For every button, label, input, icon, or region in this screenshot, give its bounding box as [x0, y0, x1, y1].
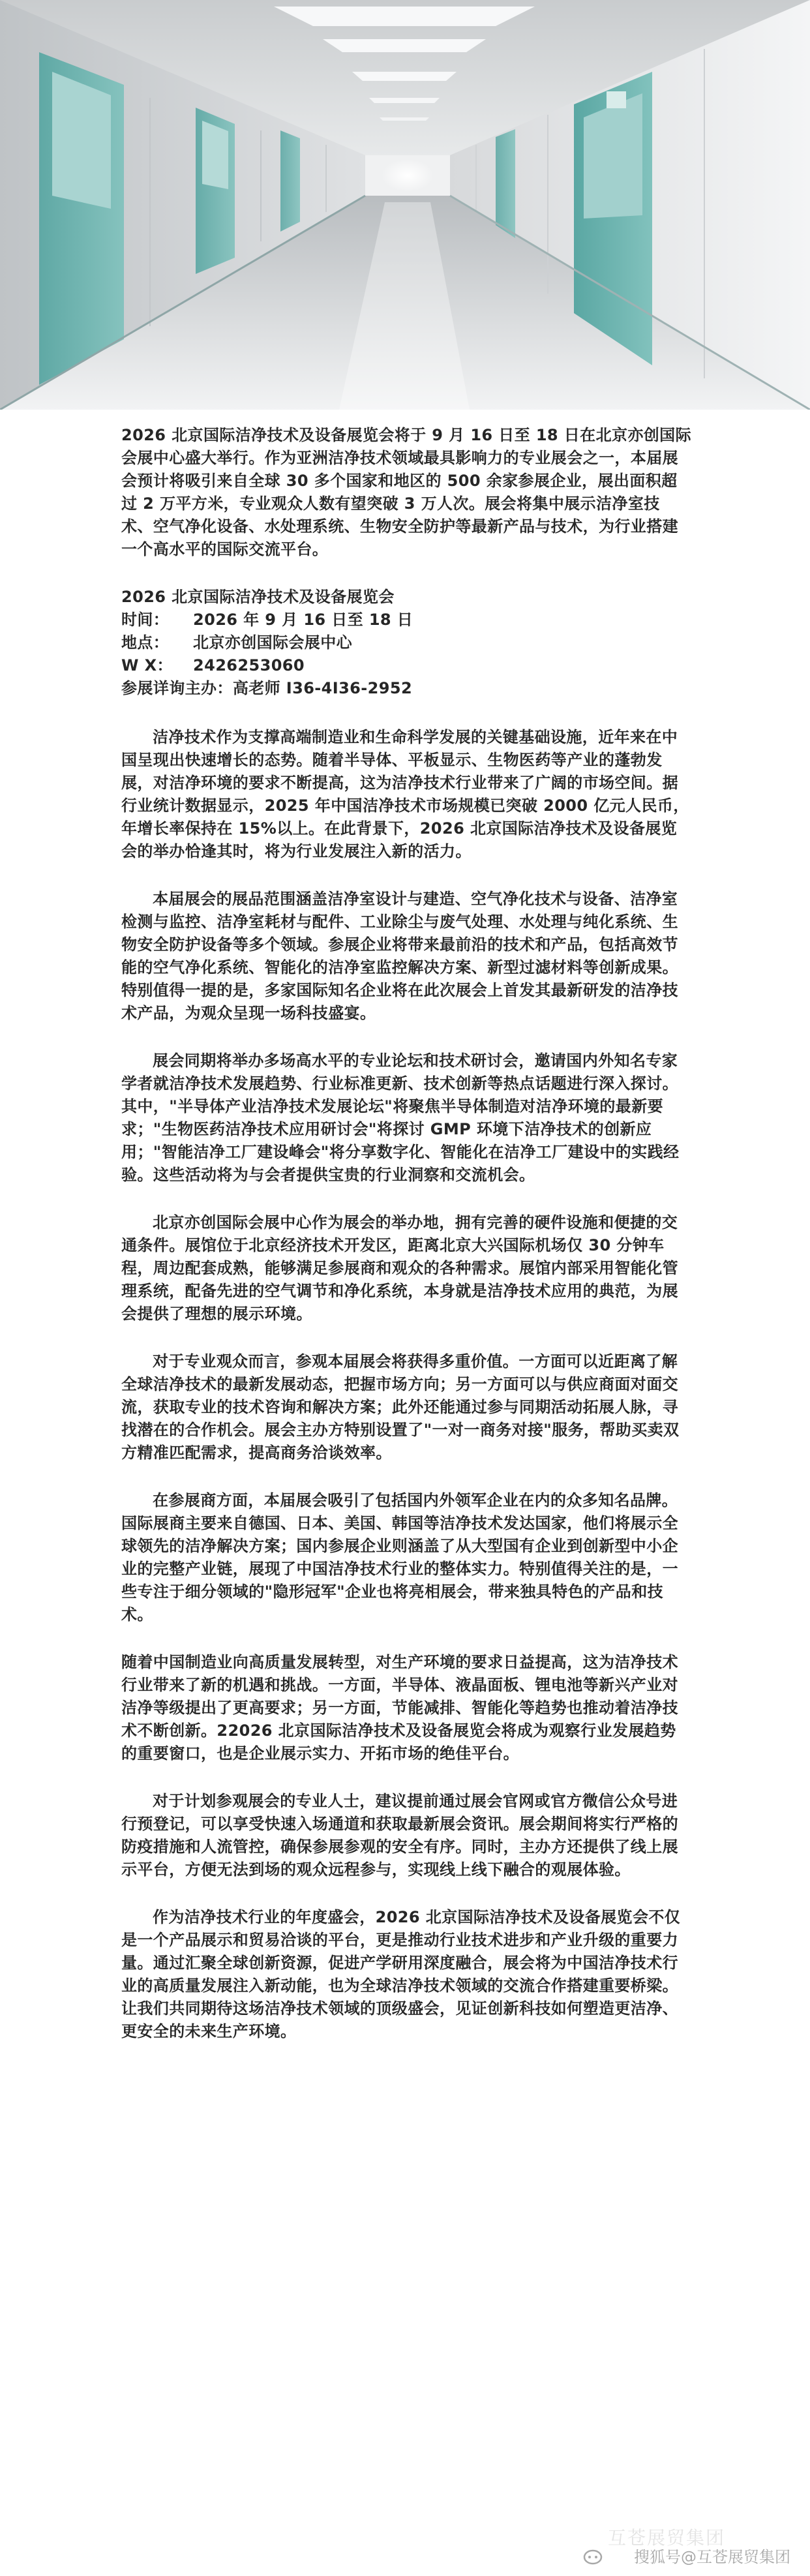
event-wechat	[121, 654, 691, 677]
wx-value: 2426253060	[193, 656, 305, 674]
paragraph: 北京亦创国际会展中心作为展会的举办地，拥有完善的硬件设施和便捷的交通条件。展馆位于北京经济技术开发区，距离北京大兴国际机场仅 30 分钟车程，周边配套成熟，能够满足参展商和观众的各种需求。展馆内部采用智能化管理系统，配备先进的空气调节和净化系统，本身就是洁净技术应用的典范，为展会提供了理想的展示环境。	[121, 1213, 678, 1323]
paragraph: 作为洁净技术行业的年度盛会，2026 北京国际洁净技术及设备展览会不仅是一个产品展示和贸易洽谈的平台，更是推动行业技术进步和产业升级的重要力量。通过汇聚全球创新资源，促进产学研用深度融合，展会将为中国洁净技术行业的高质量发展注入新动能，也为全球洁净技术领域的交流合作搭建重要桥梁。让我们共同期待这场洁净技术领域的顶级盛会，见证创新科技如何塑造更洁净、更安全的未来生产环境。	[121, 1908, 681, 2040]
sohu-logo-icon	[583, 2549, 603, 2566]
contact-label: 参展详询主办：	[121, 679, 233, 697]
time-value: 2026 年 9 月 16 日至 18 日	[193, 611, 413, 629]
place-value: 北京亦创国际会展中心	[193, 633, 352, 652]
event-time	[121, 609, 691, 631]
paragraph: 对于专业观众而言，参观本届展会将获得多重价值。一方面可以近距离了解全球洁净技术的最新发展动态，把握市场方向；另一方面可以与供应商面对面交流，获取专业的技术咨询和解决方案；此外还能通过参与同期活动拓展人脉，寻找潜在的合作机会。展会主办方特别设置了"一对一商务对接"服务，帮助买卖双方精准匹配需求，提高商务洽谈效率。	[121, 1352, 680, 1462]
paragraph: 洁净技术作为支撑高端制造业和生命科学发展的关键基础设施，近年来在中国呈现出快速增长的态势。随着半导体、平板显示、生物医药等产业的蓬勃发展，对洁净环境的要求不断提高，这为洁净技术行业带来了广阔的市场空间。据行业统计数据显示，2025 年中国洁净技术市场规模已突破 2000 亿元人民币，年增长率保持在 15%以上。在此背景下，2026 北京国际洁净技术及设备展览会的举办恰逢其时，将为行业发展注入新的活力。	[121, 728, 689, 860]
paragraph: 在参展商方面，本届展会吸引了包括国内外领军企业在内的众多知名品牌。国际展商主要来自德国、日本、美国、韩国等洁净技术发达国家，他们将展示全球领先的洁净解决方案；国内参展企业则涵盖了从大型国有企业到创新型中小企业的完整产业链，展现了中国洁净技术行业的整体实力。特别值得关注的是，一些专注于细分领域的"隐形冠军"企业也将亮相展会，带来独具特色的产品和技术。	[121, 1491, 678, 1624]
event-contact	[121, 677, 691, 700]
paragraph: 展会同期将举办多场高水平的专业论坛和技术研讨会，邀请国内外知名专家学者就洁净技术发展趋势、行业标准更新、技术创新等热点话题进行深入探讨。其中，"半导体产业洁净技术发展论坛"将聚焦半导体制造对洁净环境的最新要求；"生物医药洁净技术应用研讨会"将探讨 GMP 环境下洁净技术的创新应用；"智能洁净工厂建设峰会"将分享数字化、智能化在洁净工厂建设中的实践经验。这些活动将为与会者提供宝贵的行业洞察和交流机会。	[121, 1052, 680, 1184]
intro-paragraph: 2026 北京国际洁净技术及设备展览会将于 9 月 16 日至 18 日在北京亦创国际会展中心盛大举行。作为亚洲洁净技术领域最具影响力的专业展会之一，本届展会预计将吸引来自全球 30 多个国家和地区的 500 余家参展企业，展出面积超过 2 万平方米，专业观众人数有望突破 3 万人次。展会将集中展示洁净室技术、空气净化设备、水处理系统、生物安全防护等最新产品与技术，为行业搭建一个高水平的国际交流平台。	[121, 426, 691, 558]
event-title: 2026 北京国际洁净技术及设备展览会	[121, 588, 395, 606]
wx-label: W X：	[121, 656, 173, 674]
sohu-watermark: 搜狐号@互苍展贸集团	[634, 2548, 790, 2566]
faded-watermark: 互苍展贸集团	[607, 2527, 725, 2549]
hero-cleanroom-photo	[0, 0, 810, 410]
article-body	[121, 424, 691, 2068]
paragraph: 对于计划参观展会的专业人士，建议提前通过展会官网或官方微信公众号进行预登记，可以享受快速入场通道和获取最新展会资讯。展会期间将实行严格的防疫措施和人流管控，确保参展参观的安全有序。同时，主办方还提供了线上展示平台，方便无法到场的观众远程参与，实现线上线下融合的观展体验。	[121, 1792, 678, 1879]
event-info-block	[121, 586, 691, 700]
paragraph: 随着中国制造业向高质量发展转型，对生产环境的要求日益提高，这为洁净技术行业带来了新的机遇和挑战。一方面，半导体、液晶面板、锂电池等新兴产业对洁净等级提出了更高要求；另一方面，节能减排、智能化等趋势也推动着洁净技术不断创新。22026 北京国际洁净技术及设备展览会将成为观察行业发展趋势的重要窗口，也是企业展示实力、开拓市场的绝佳平台。	[121, 1653, 678, 1763]
paragraph: 本届展会的展品范围涵盖洁净室设计与建造、空气净化技术与设备、洁净室检测与监控、洁净室耗材与配件、工业除尘与废气处理、水处理与纯化系统、生物安全防护设备等多个领域。参展企业将带来最前沿的技术和产品，包括高效节能的空气净化系统、智能化的洁净室监控解决方案、新型过滤材料等创新成果。特别值得一提的是，多家国际知名企业将在此次展会上首发其最新研发的洁净技术产品，为观众呈现一场科技盛宴。	[121, 890, 678, 1022]
time-label: 时间：	[121, 611, 170, 629]
place-label: 地点：	[121, 633, 170, 652]
event-place	[121, 631, 691, 654]
contact-value: 高老师 I36-4I36-2952	[232, 679, 413, 697]
